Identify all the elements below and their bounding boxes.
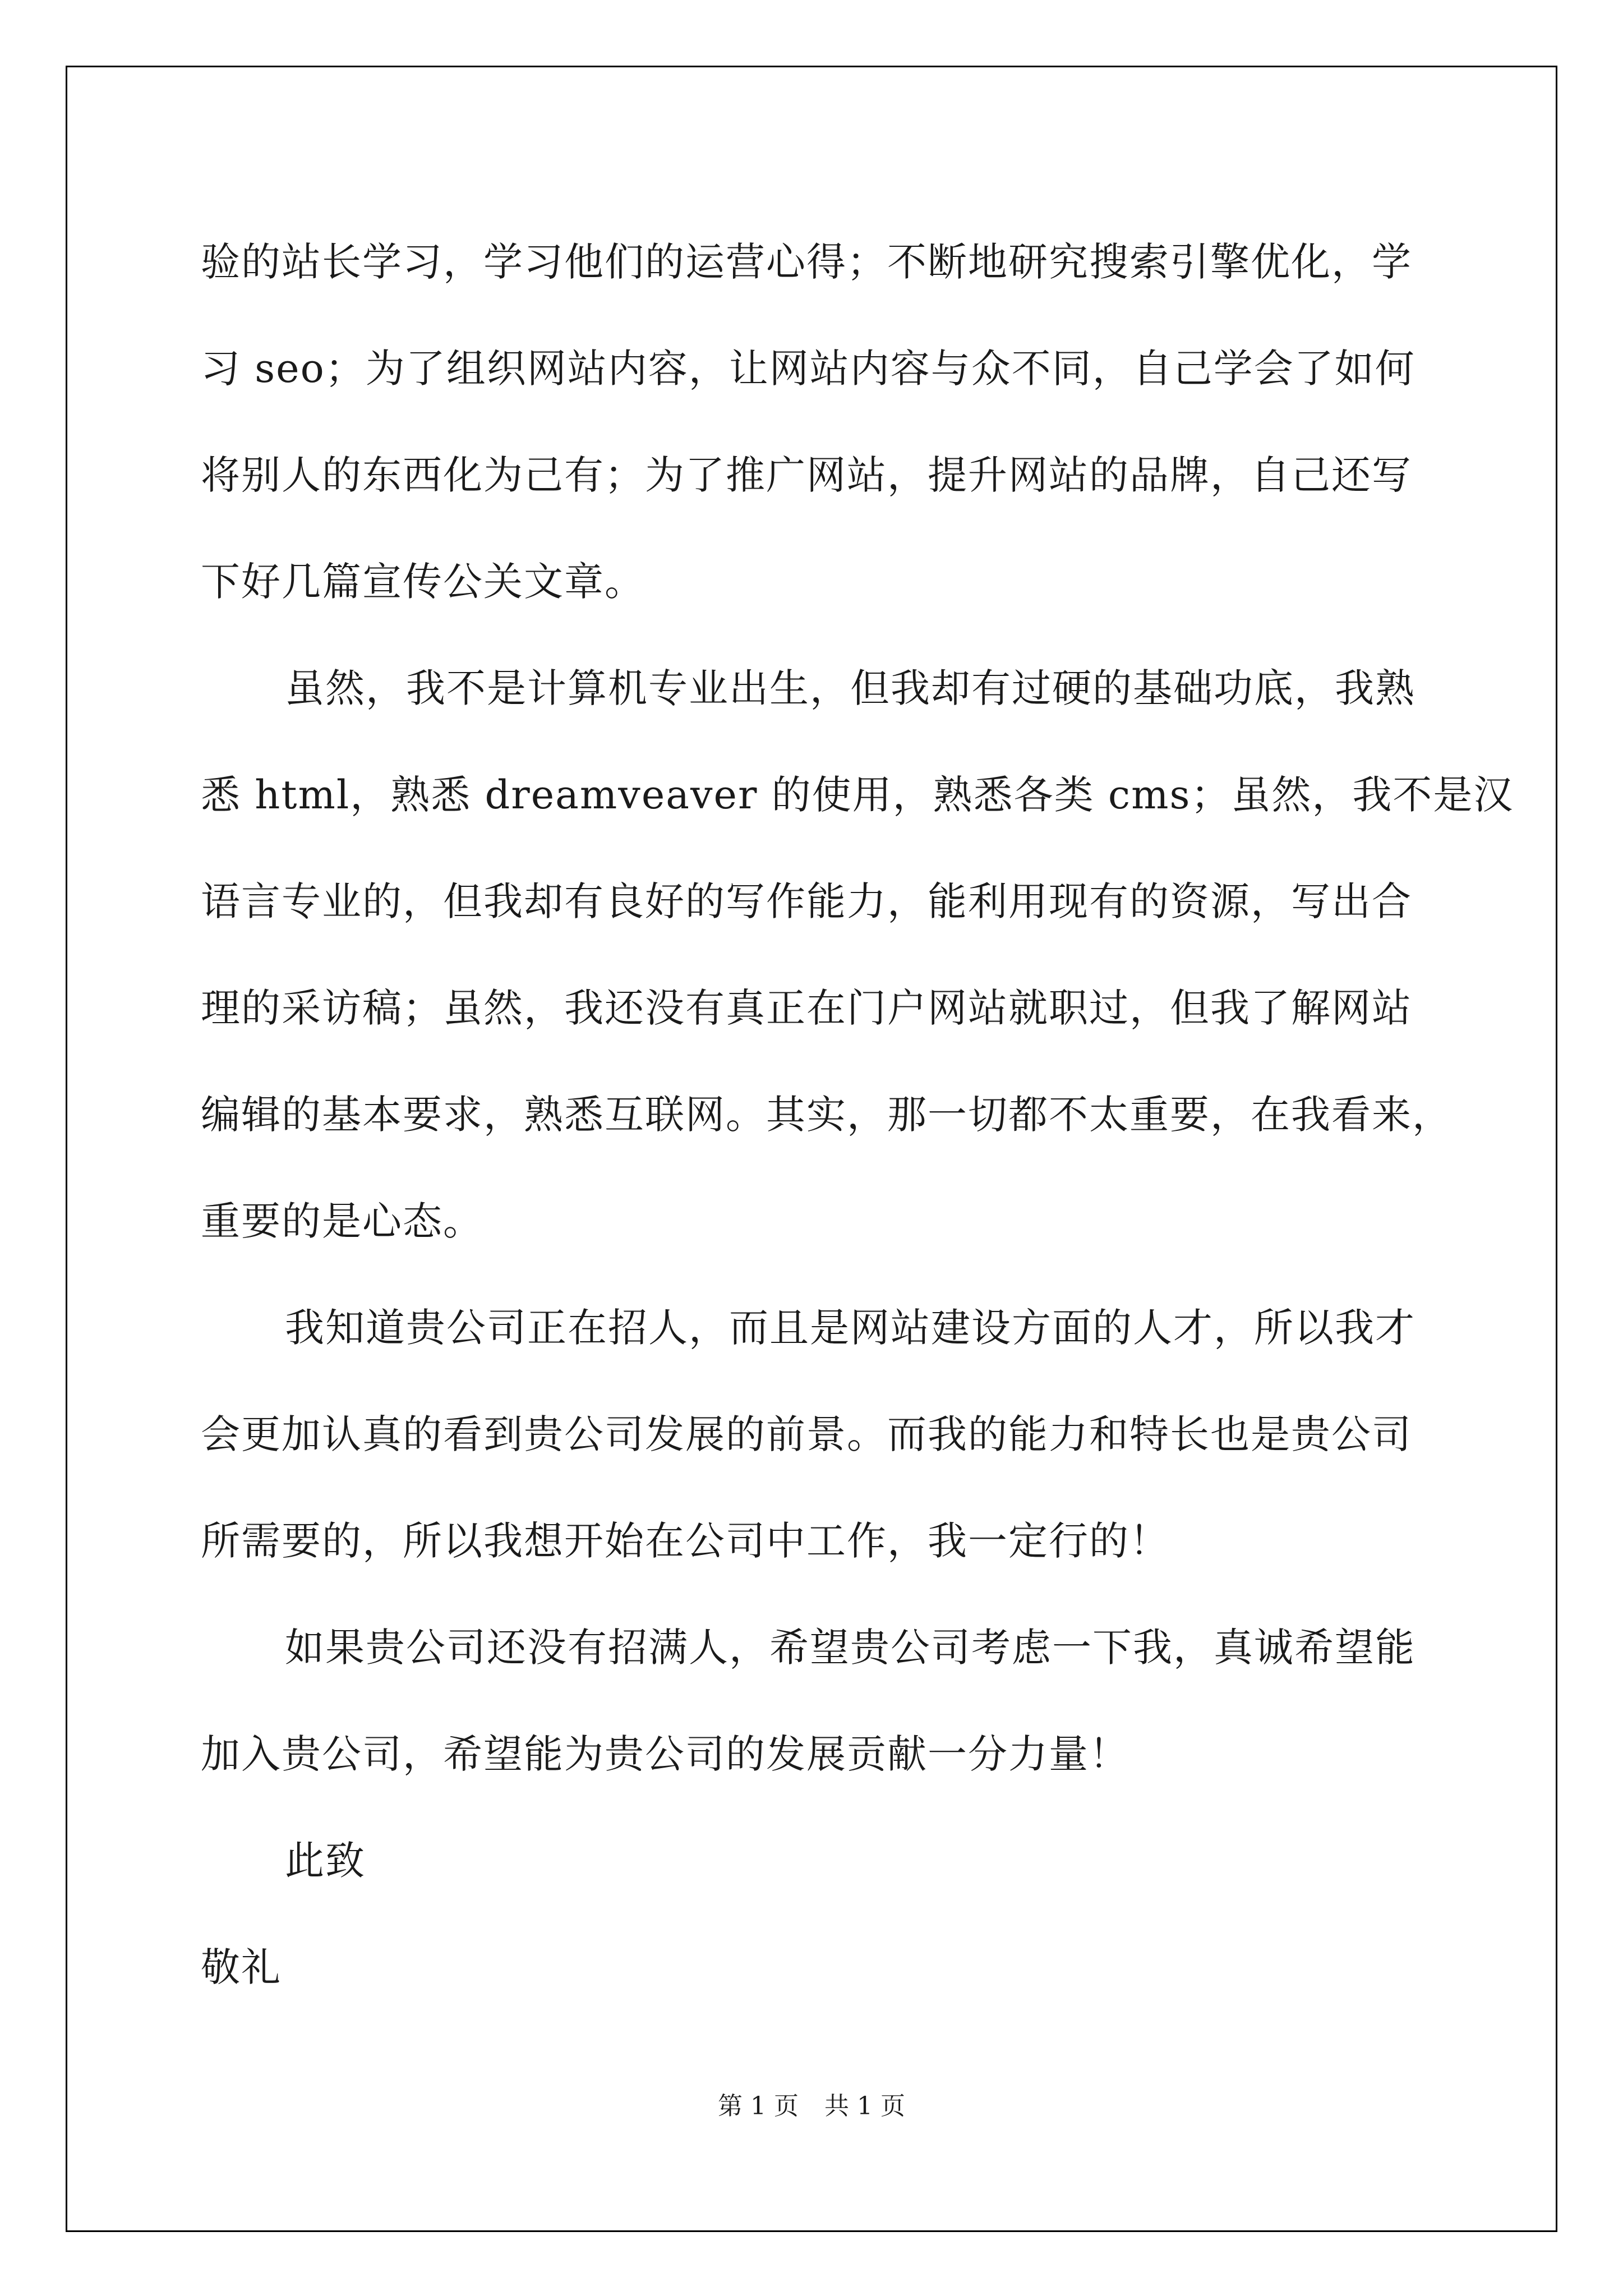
text-line: 此致 <box>285 1838 366 1884</box>
text-line: 悉 html，熟悉 dreamveaver 的使用，熟悉各类 cms；虽然，我不是汉 <box>201 772 1514 818</box>
page-number-total: 共 1 页 <box>824 2092 905 2120</box>
text-line: 敬礼 <box>201 1944 282 1990</box>
text-line: 习 seo；为了组织网站内容，让网站内容与众不同，自己学会了如何 <box>201 346 1415 392</box>
text-line: 下好几篇宣传公关文章。 <box>201 559 645 605</box>
paragraph-2 <box>201 635 1514 1274</box>
text-line: 验的站长学习，学习他们的运营心得；不断地研究搜索引擎优化，学 <box>201 239 1412 285</box>
text-line: 如果贵公司还没有招满人，希望贵公司考虑一下我，真诚希望能 <box>285 1625 1415 1671</box>
text-line: 重要的是心态。 <box>201 1198 483 1244</box>
text-line: 会更加认真的看到贵公司发展的前景。而我的能力和特长也是贵公司 <box>201 1411 1412 1457</box>
text-line: 理的采访稿；虽然，我还没有真正在门户网站就职过，但我了解网站 <box>201 985 1412 1031</box>
paragraph-3 <box>201 1274 1457 1594</box>
paragraph-4 <box>201 1594 1457 1807</box>
closing-salutation <box>201 1807 1457 1914</box>
text-line: 虽然，我不是计算机专业出生，但我却有过硬的基础功底，我熟 <box>285 665 1415 711</box>
page-footer <box>0 2086 1623 2122</box>
text-line: 所需要的，所以我想开始在公司中工作，我一定行的！ <box>201 1518 1170 1564</box>
text-line: 语言专业的，但我却有良好的写作能力，能利用现有的资源，写出合 <box>201 878 1412 924</box>
paragraph-1 <box>201 209 1457 635</box>
page-number-current: 第 1 页 <box>718 2092 799 2120</box>
text-line: 编辑的基本要求，熟悉互联网。其实，那一切都不太重要，在我看来， <box>201 1092 1453 1138</box>
closing-regards <box>201 1914 1457 2021</box>
text-line: 我知道贵公司正在招人，而且是网站建设方面的人才，所以我才 <box>285 1305 1415 1351</box>
text-line: 加入贵公司，希望能为贵公司的发展贡献一分力量！ <box>201 1731 1129 1777</box>
letter-body <box>201 209 1514 2021</box>
text-line: 将别人的东西化为己有；为了推广网站，提升网站的品牌，自己还写 <box>201 452 1412 498</box>
